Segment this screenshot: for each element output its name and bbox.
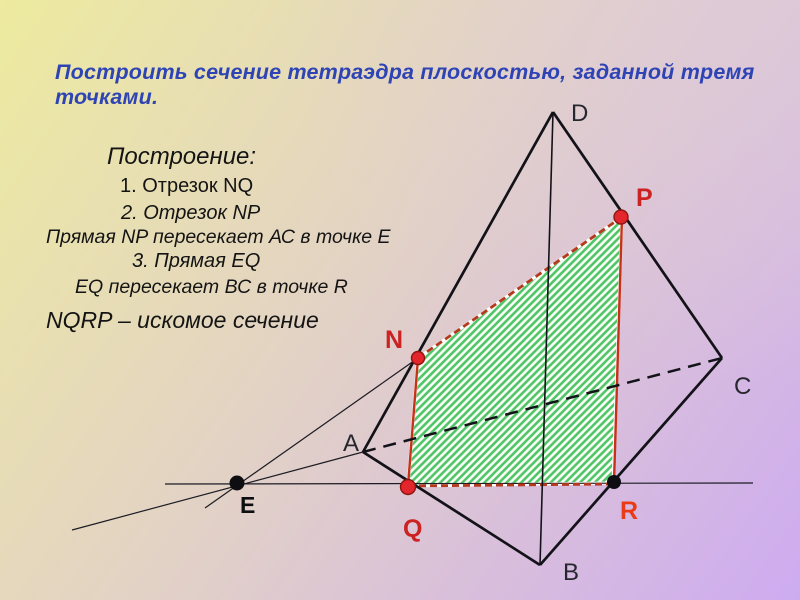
step-line-1: 1. Отрезок NQ <box>120 175 254 197</box>
step-line-2: 2. Отрезок NP <box>121 202 261 224</box>
step-result: NQRP – искомое сечение <box>46 307 319 333</box>
point-q <box>401 480 416 495</box>
label-e: E <box>240 492 256 518</box>
label-d: D <box>571 100 589 127</box>
point-r <box>607 475 621 489</box>
label-a: A <box>343 430 360 457</box>
label-q: Q <box>403 515 423 543</box>
steps-heading: Построение: <box>107 143 257 170</box>
label-p: P <box>636 184 653 212</box>
label-n: N <box>385 326 404 354</box>
slide-title: Построить сечение тетраэдра плоскостью, заданной тремя точками. <box>55 60 755 109</box>
step-line-3: Прямая NP пересекает АС в точке Е <box>46 226 391 248</box>
point-n <box>412 352 425 365</box>
line-ac-extended <box>72 452 363 530</box>
section-polygon-nqrp <box>408 217 622 486</box>
step-line-4: 3. Прямая EQ <box>132 250 261 272</box>
label-b: B <box>563 559 580 586</box>
point-e <box>230 476 245 491</box>
step-line-5: EQ пересекает ВС в точке R <box>75 276 348 298</box>
label-r: R <box>620 497 639 525</box>
point-p <box>614 210 628 224</box>
line-eqr <box>165 483 753 484</box>
label-c: C <box>734 373 752 400</box>
